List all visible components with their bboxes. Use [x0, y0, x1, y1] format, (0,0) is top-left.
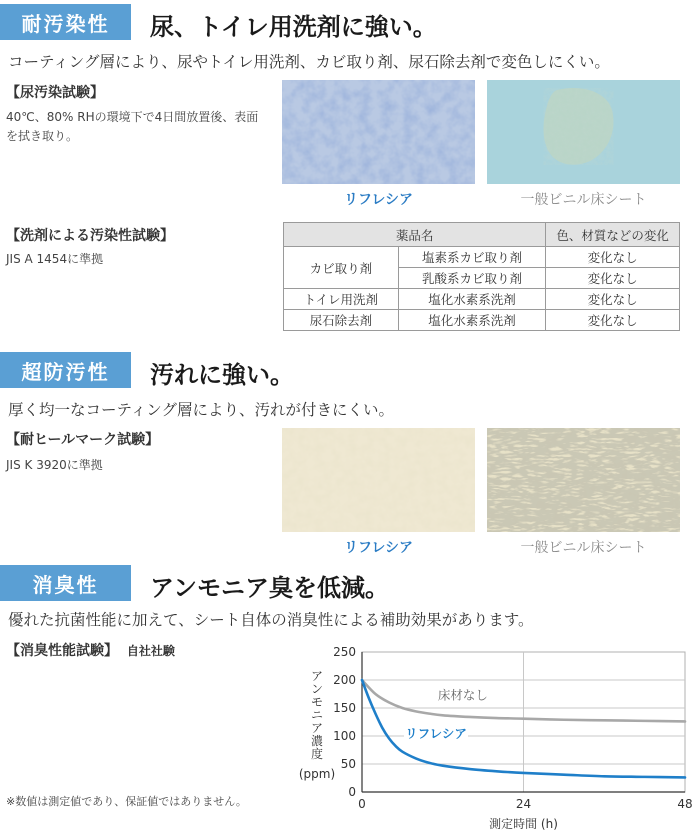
section-badge-soil: 超防汚性: [0, 352, 131, 388]
table-header-change: 色、材質などの変化: [546, 223, 680, 247]
table-cell-chemical: 塩素系カビ取り剤: [398, 247, 546, 268]
detergent-test-standard: JIS A 1454に準拠: [6, 252, 104, 266]
y-tick-label: 150: [333, 701, 356, 715]
table-cell-result: 変化なし: [546, 268, 680, 289]
table-cell-group: カビ取り剤: [284, 247, 399, 289]
y-tick-label: 250: [333, 645, 356, 659]
caption-vinyl-heel: 一般ビニル床シート: [520, 540, 647, 556]
section-badge-odor: 消臭性: [0, 565, 131, 601]
x-axis-title: 測定時間 (h): [489, 817, 558, 831]
y-axis-unit: (ppm): [298, 767, 336, 781]
series-label-no-floor: 床材なし: [437, 687, 488, 703]
series-label-refresia: リフレシア: [405, 726, 467, 741]
swatch-vinyl-heel: [487, 428, 680, 532]
y-tick-label: 100: [333, 729, 356, 743]
caption-refresia-urine: リフレシア: [343, 192, 414, 208]
headline-odor: アンモニア臭を低減。: [150, 574, 390, 602]
lead-soil: 厚く均一なコーティング層により、汚れが付きにくい。: [8, 401, 394, 419]
heelmark-test-title: 【耐ヒールマーク試験】: [6, 432, 160, 448]
odor-test-note: 自社社験: [126, 644, 175, 658]
table-cell-result: 変化なし: [546, 247, 680, 268]
y-axis-title-char: 濃: [310, 734, 324, 748]
table-row: [284, 310, 680, 331]
caption-refresia-heel: リフレシア: [343, 540, 414, 556]
detergent-result-table: [283, 222, 680, 331]
y-axis-title-char: 度: [310, 747, 324, 761]
chart-axes: [333, 645, 693, 811]
section-badge-stain: 耐汚染性: [0, 4, 131, 40]
table-cell-group: トイレ用洗剤: [284, 289, 399, 310]
y-tick-label: 0: [348, 785, 356, 799]
detergent-test-title: 【洗剤による汚染性試験】: [6, 228, 174, 244]
swatch-vinyl-urine: [487, 80, 680, 184]
x-tick-label: 24: [515, 797, 532, 811]
table-cell-chemical: 乳酸系カビ取り剤: [398, 268, 546, 289]
y-axis-title-char: ア: [310, 721, 324, 735]
footnote: ※数値は測定値であり、保証値ではありません。: [6, 795, 247, 808]
table-cell-group: 尿石除去剤: [284, 310, 399, 331]
table-header-row: [284, 223, 680, 247]
table-cell-chemical: 塩化水素系洗剤: [398, 310, 546, 331]
heelmark-test-standard: JIS K 3920に準拠: [6, 458, 103, 472]
odor-test-title: 【消臭性能試験】 自社社験: [6, 643, 175, 659]
y-axis-title-char: ア: [310, 669, 324, 683]
urine-test-title: 【尿汚染試験】: [6, 85, 104, 101]
y-axis-title-char: ン: [310, 682, 324, 696]
y-axis-title-char: ニ: [310, 708, 324, 722]
table-cell-result: 変化なし: [546, 289, 680, 310]
table-row: [284, 247, 680, 268]
x-tick-label: 48: [677, 797, 693, 811]
table-cell-chemical: 塩化水素系洗剤: [398, 289, 546, 310]
swatch-refresia-urine: [282, 80, 475, 184]
table-header-chemical: 薬品名: [284, 223, 546, 247]
lead-odor: 優れた抗菌性能に加えて、シート自体の消臭性による補助効果があります。: [8, 611, 534, 629]
headline-soil: 汚れに強い。: [150, 361, 294, 389]
ammonia-chart: [280, 640, 700, 832]
y-axis-title-char: モ: [310, 695, 324, 709]
table-row: [284, 289, 680, 310]
y-tick-label: 200: [333, 673, 356, 687]
headline-stain: 尿、トイレ用洗剤に強い。: [150, 13, 437, 41]
swatch-refresia-heel: [282, 428, 475, 532]
urine-test-desc: 40℃、80% RHの環境下で4日間放置後、表面 を拭き取り。: [6, 110, 259, 143]
y-tick-label: 50: [340, 757, 356, 771]
table-cell-result: 変化なし: [546, 310, 680, 331]
x-tick-label: 0: [358, 797, 366, 811]
caption-vinyl-urine: 一般ビニル床シート: [520, 192, 647, 208]
lead-stain: コーティング層により、尿やトイレ用洗剤、カビ取り剤、尿石除去剤で変色しにくい。: [8, 53, 610, 71]
